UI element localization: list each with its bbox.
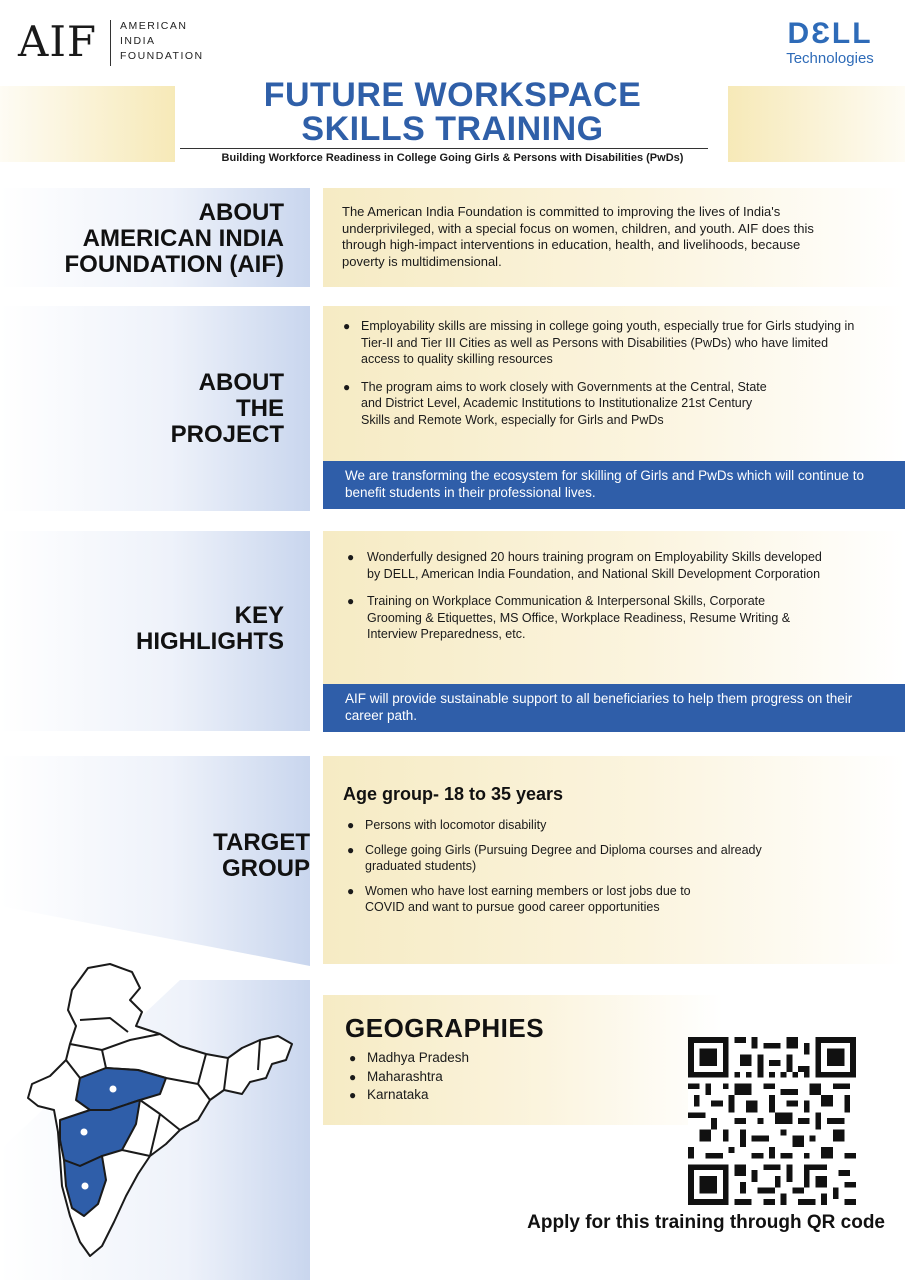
bullet-icon: ● (347, 842, 355, 857)
list-item-text: The program aims to work closely with Governments at the Central, State and District Level, Academic Institutions to Institutionalize 21st Century Skills and Remote Work, especially for Girls and PwDs (361, 379, 767, 427)
geographies-content (323, 995, 723, 1125)
list-item-text: Employability skills are missing in college going youth, especially true for Girls studying in Tier-II and Tier III Cities as well as Persons with Disabilities (PwDs) who have limited access to quality skilling resources (361, 319, 855, 366)
heading-line: ABOUT (198, 369, 284, 396)
about-aif-text: The American India Foundation is committed to improving the lives of India's underprivileged, with a special focus on women, children, and youth. AIF does this through high-impact interventions in education, health, and livelihoods, because poverty is multidimensional. (342, 204, 814, 269)
list-item (345, 1069, 703, 1086)
target-group-content (323, 756, 905, 964)
page-title-line: FUTURE WORKSPACE (263, 76, 642, 114)
bullet-icon: ● (349, 1051, 357, 1065)
about-aif-label-block (0, 188, 310, 287)
title-band-right (728, 86, 905, 162)
key-highlights-content (323, 531, 905, 684)
about-project-content (323, 306, 905, 461)
bullet-icon: ● (347, 550, 355, 564)
heading-line: PROJECT (170, 421, 284, 448)
aif-logo-line: INDIA (120, 35, 156, 47)
key-highlights-banner: AIF will provide sustainable support to all beneficiaries to help them progress on their career path. (323, 684, 905, 732)
title-band-left (0, 86, 175, 162)
heading-line: FOUNDATION (AIF) (64, 251, 284, 278)
list-item-text: Wonderfully designed 20 hours training program on Employability Skills developed by DELL, American India Foundation, and National Skill Development Corporation (367, 550, 822, 581)
list-item-text: Maharashtra (367, 1068, 443, 1084)
dell-logo-word: DƐLL (787, 17, 873, 50)
list-item-text: College going Girls (Pursuing Degree and Diploma courses and already graduated students) (365, 842, 762, 873)
target-group-list (343, 817, 885, 916)
about-aif-heading (64, 200, 284, 278)
key-highlights-heading (136, 603, 284, 655)
bullet-icon: ● (347, 883, 355, 898)
about-project-label-block (0, 306, 310, 511)
aif-logo-text (120, 19, 204, 64)
heading-line: HIGHLIGHTS (136, 628, 284, 655)
list-item-text: Karnataka (367, 1087, 429, 1102)
aif-logo-divider (110, 20, 111, 66)
heading-line: AMERICAN INDIA (82, 225, 284, 252)
bullet-icon: ● (343, 319, 351, 333)
list-item-text: Persons with locomotor disability (365, 818, 547, 832)
key-highlights-list (343, 549, 885, 643)
key-highlights-label-block (0, 531, 310, 731)
heading-line: TARGET (213, 829, 310, 856)
aif-logo (18, 16, 208, 72)
page-title-line: SKILLS TRAINING (301, 110, 604, 148)
bullet-icon: ● (349, 1069, 357, 1084)
page-title (180, 78, 725, 146)
heading-line: GROUP (221, 855, 310, 882)
geographies-title: GEOGRAPHIES (345, 1013, 545, 1043)
bullet-icon: ● (347, 818, 355, 832)
about-project-heading (171, 370, 284, 448)
about-aif-content (323, 188, 905, 287)
list-item (339, 318, 859, 368)
qr-code-icon[interactable] (688, 1037, 856, 1205)
list-item-text: Madhya Pradesh (367, 1050, 470, 1065)
list-item-text: Training on Workplace Communication & Interpersonal Skills, Corporate Grooming & Etiquettes, MS Office, Workplace Readiness, Resume Writing & Interview Preparedness, etc. (367, 594, 791, 641)
page-subtitle: Building Workforce Readiness in College Going Girls & Persons with Disabilities (PwDs) (221, 152, 684, 164)
aif-logo-line: FOUNDATION (120, 50, 204, 62)
bullet-icon: ● (349, 1088, 357, 1102)
list-item (343, 817, 803, 834)
india-map-icon (10, 960, 310, 1260)
list-item-text: Women who have lost earning members or lost jobs due to COVID and want to pursue good career opportunities (365, 883, 691, 914)
heading-line: THE (236, 395, 284, 422)
heading-line: ABOUT (198, 199, 284, 226)
about-project-list (339, 318, 885, 428)
dell-logo (775, 18, 885, 74)
list-item (345, 1087, 703, 1104)
title-divider (180, 148, 708, 149)
list-item (343, 549, 823, 582)
about-project-banner: We are transforming the ecosystem for skilling of Girls and PwDs which will continue to benefit students in their professional lives. (323, 461, 905, 509)
heading-line: KEY (234, 602, 284, 629)
bullet-icon: ● (343, 379, 351, 394)
list-item (343, 883, 723, 916)
list-item (345, 1050, 703, 1067)
target-group-heading (0, 830, 310, 882)
geographies-list (345, 1050, 703, 1104)
list-item (343, 842, 803, 875)
aif-logo-mark: AIF (18, 17, 98, 66)
dell-logo-subtitle: Technologies (786, 50, 874, 67)
bullet-icon: ● (347, 594, 355, 608)
age-group-title: Age group- 18 to 35 years (343, 784, 564, 804)
apply-cta-text: Apply for this training through QR code (527, 1212, 885, 1233)
list-item (343, 593, 823, 643)
list-item (339, 379, 769, 429)
aif-logo-line: AMERICAN (120, 20, 188, 32)
